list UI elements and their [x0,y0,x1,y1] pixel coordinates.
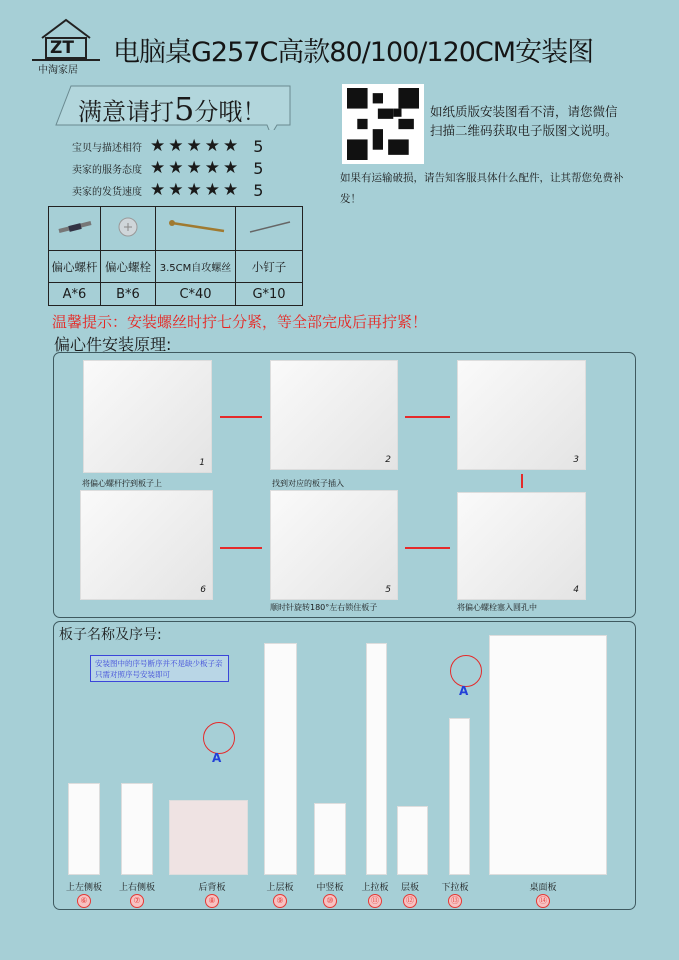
board-12 [397,806,428,875]
part-name: 偏心螺杆 [49,251,101,283]
principle-heading: 偏心件安装原理: [54,335,172,354]
step-photo-5: 5 [270,490,398,600]
board-label: 后背板 ⑧ [182,880,242,908]
board-label: 上层板 ⑨ [250,880,310,908]
arrow-down-icon [521,474,523,488]
rating-row: 卖家的服务态度 ★★★★★ 5 [72,158,264,178]
page-title: 电脑桌G257C高款80/100/120CM安装图 [113,37,594,68]
board-10 [314,803,346,875]
board-8 [169,800,248,875]
step-photo-3: 3 [457,360,586,470]
cam-bolt-icon [49,207,101,251]
board-label: 层板 ⑫ [380,880,440,908]
board-9 [264,643,297,875]
rating-row: 宝贝与描述相符 ★★★★★ 5 [72,136,264,156]
cam-bolt-marker-icon: A [450,655,482,687]
stars: ★★★★★ [150,180,242,200]
screw-icon [156,207,236,251]
board-label: 上右侧板 ⑦ [107,880,167,908]
step-caption: 将偏心螺栓塞入圆孔中 [457,603,537,612]
board-6 [68,783,100,875]
cam-lock-icon [101,207,156,251]
step-caption: 顺时针旋转180°左右锁住板子 [270,603,378,612]
arrow-left-icon [405,547,450,549]
part-name: 小钉子 [236,251,303,283]
step-caption: 将偏心螺杆拧到板子上 [82,479,162,488]
part-name: 3.5CM自攻螺丝 [156,251,236,283]
rating-row: 卖家的发货速度 ★★★★★ 5 [72,180,264,200]
board-label: 桌面板 ⑭ [513,880,573,908]
nail-icon [236,207,303,251]
board-7 [121,783,153,875]
step-photo-6: 6 [80,490,213,600]
parts-table [48,206,303,306]
board-label: 中竖板 ⑩ [300,880,360,908]
boards-heading: 板子名称及序号: [59,627,162,643]
cam-bolt-marker-icon: A [203,722,235,754]
part-name: 偏心螺栓 [101,251,156,283]
board-label: 上拉板 ⑪ [345,880,405,908]
arrow-right-icon [405,416,450,418]
part-qty: G*10 [236,283,303,306]
rating-headline: 满意请打5分哦！ [78,90,267,128]
step-photo-2: 2 [270,360,398,470]
step-caption: 找到对应的板子插入 [272,479,344,488]
stars: ★★★★★ [150,136,242,156]
logo-text: ZT [50,38,74,58]
qr-instructions: 如纸质版安装图看不清，请您微信 扫描二维码获取电子版图文说明。 [430,104,618,138]
warning-text: 温馨提示：安装螺丝时拧七分紧，等全部完成后再拧紧！ [52,313,428,331]
sequence-note: 安装图中的序号断序并不是缺少板子亲只需对照序号安装即可 [90,655,229,682]
step-photo-4: 4 [457,492,586,600]
board-13 [449,718,470,875]
part-qty: A*6 [49,283,101,306]
board-14 [489,635,607,875]
damage-note: 如果有运输破损，请告知客服具体什么配件，让其帮您免费补发！ [340,172,624,205]
arrow-left-icon [220,547,262,549]
step-photo-1: 1 [83,360,212,473]
brand-name: 中淘家居 [38,65,78,76]
board-label: 下拉板 ⑬ [425,880,485,908]
qr-code [342,84,424,164]
board-label: 上左侧板 ⑥ [54,880,114,908]
stars: ★★★★★ [150,158,242,178]
part-qty: C*40 [156,283,236,306]
part-qty: B*6 [101,283,156,306]
board-11 [366,643,387,875]
arrow-right-icon [220,416,262,418]
